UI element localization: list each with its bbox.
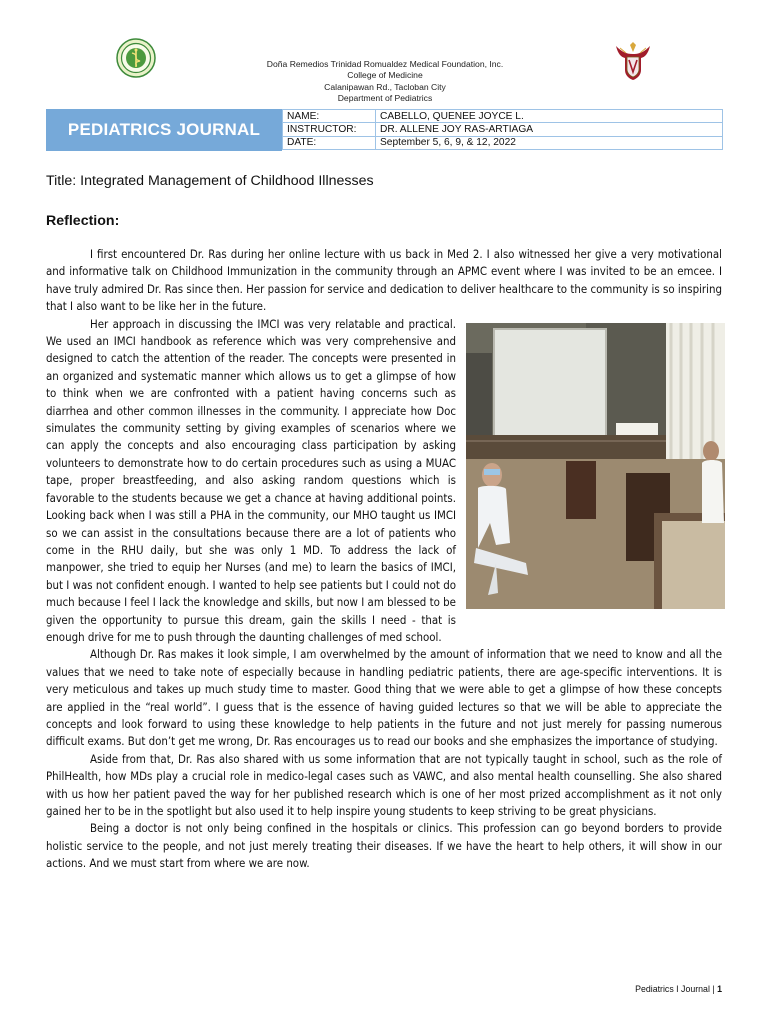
footer-label: Pediatrics I Journal | — [635, 984, 715, 994]
info-value: CABELLO, QUENEE JOYCE L. — [376, 110, 723, 123]
info-value: DR. ALLENE JOY RAS-ARTIAGA — [376, 123, 723, 136]
department-name: Department of Pediatrics — [337, 93, 433, 104]
medical-foundation-seal-icon — [116, 38, 156, 78]
info-key: INSTRUCTOR: — [283, 123, 376, 136]
paragraph-3: Although Dr. Ras makes it look simple, I am overwhelmed by the amount of information that we need to know and all the values that we need to take note of especially because in handling pediatric patients, there are age-specific interventions. It is very meticulous and takes up much study time to master. Good thing that we were able to get a glimpse of how these concepts are applied in the “real world”. I guess that is the essence of having guided lectures so that we will be able to appreciate the concepts and look forward to using these knowledge to help patients in the future and not just merely for passing numerous difficult exams. But don’t get me wrong, Dr. Ras encourages us to read our books and she emphasizes the importance of studying. — [46, 647, 722, 749]
page-number: 1 — [717, 984, 722, 994]
info-row-date — [283, 136, 723, 149]
info-row-name — [283, 110, 723, 123]
institution-header — [180, 59, 590, 105]
info-value: September 5, 6, 9, & 12, 2022 — [376, 136, 723, 149]
college-name: College of Medicine — [347, 70, 423, 81]
page-footer — [635, 984, 722, 994]
student-info-table — [282, 109, 723, 150]
info-key: NAME: — [283, 110, 376, 123]
info-row-instructor — [283, 123, 723, 136]
paragraph-4: Aside from that, Dr. Ras also shared with us some information that are not typically taught in school, such as the role of PhilHealth, how MDs play a crucial role in medico-legal cases such as VAWC, and also mental health counselling. She also shared with us how her patient paved the way for her published research which is one of her most prized accomplishment as it not only gained her to be in the spotlight but also used it to help inspire young students to keep striving to be great physicians. — [46, 751, 722, 818]
journal-banner-label: PEDIATRICS JOURNAL — [67, 120, 261, 139]
paragraph-2: Her approach in discussing the IMCI was very relatable and practical. We used an IMCI handbook as reference which was very comprehensive and designed to catch the attention of the reader. The concepts were presented in an organized and systematic manner which allows us to get a glimpse of how to think when we are confronted with a patient having concerns such as diarrhea and other common illnesses in the community. I appreciate how Doc simulates the community setting by giving examples of scenarios where we can apply the concepts and also encouraging class participation by asking volunteers to demonstrate how to do certain procedures such as using a MUAC tape, proper breastfeeding, and also asking random questions which is favorable to the students because we get a chance at having additional points. Looking back when I was still a PHA in the community, our MHO taught us IMCI so we can assist in the consultations because there are a lot of patients who come in the RHU daily, but she was only 1 MD. To address the lack of manpower, she tried to equip her Nurses (and me) to learn the basics of IMCI, but I was not confident enough. I wanted to help see patients but I could not do much because I feel I lack the knowledge and skills, but now I am blessed to be given the opportunity to pursue this dream, gain the skills I need - that is enough drive for me to push through the daunting challenges of med school. — [46, 316, 456, 644]
info-key: DATE: — [283, 136, 376, 149]
document-title: Title: Integrated Management of Childhood Illnesses — [46, 173, 374, 189]
paragraph-1: I first encountered Dr. Ras during her online lecture with us back in Med 2. I also witnessed her give a very motivational and informative talk on Childhood Immunization in the community through an APMC event where I was invited to be an emcee. I have truly admired Dr. Ras since then. Her passion for service and dedication to deliver healthcare to the community is so inspiring that I also want to be like her in the future. — [46, 247, 722, 314]
journal-banner — [46, 109, 282, 151]
paragraph-5: Being a doctor is not only being confined in the hospitals or clinics. This profession can go beyond borders to provide holistic service to the people, and not just merely treating their diseases. If we have the heart to help others, it will show in our actions. And we must start from where we are now. — [46, 821, 722, 871]
foundation-name: Doña Remedios Trinidad Romualdez Medical Foundation, Inc. — [266, 59, 504, 69]
classroom-photo — [466, 323, 725, 609]
college-crest-icon — [612, 40, 654, 82]
reflection-heading: Reflection: — [46, 213, 120, 229]
reflection-body — [46, 246, 722, 873]
address: Calanipawan Rd., Tacloban City — [324, 81, 446, 92]
